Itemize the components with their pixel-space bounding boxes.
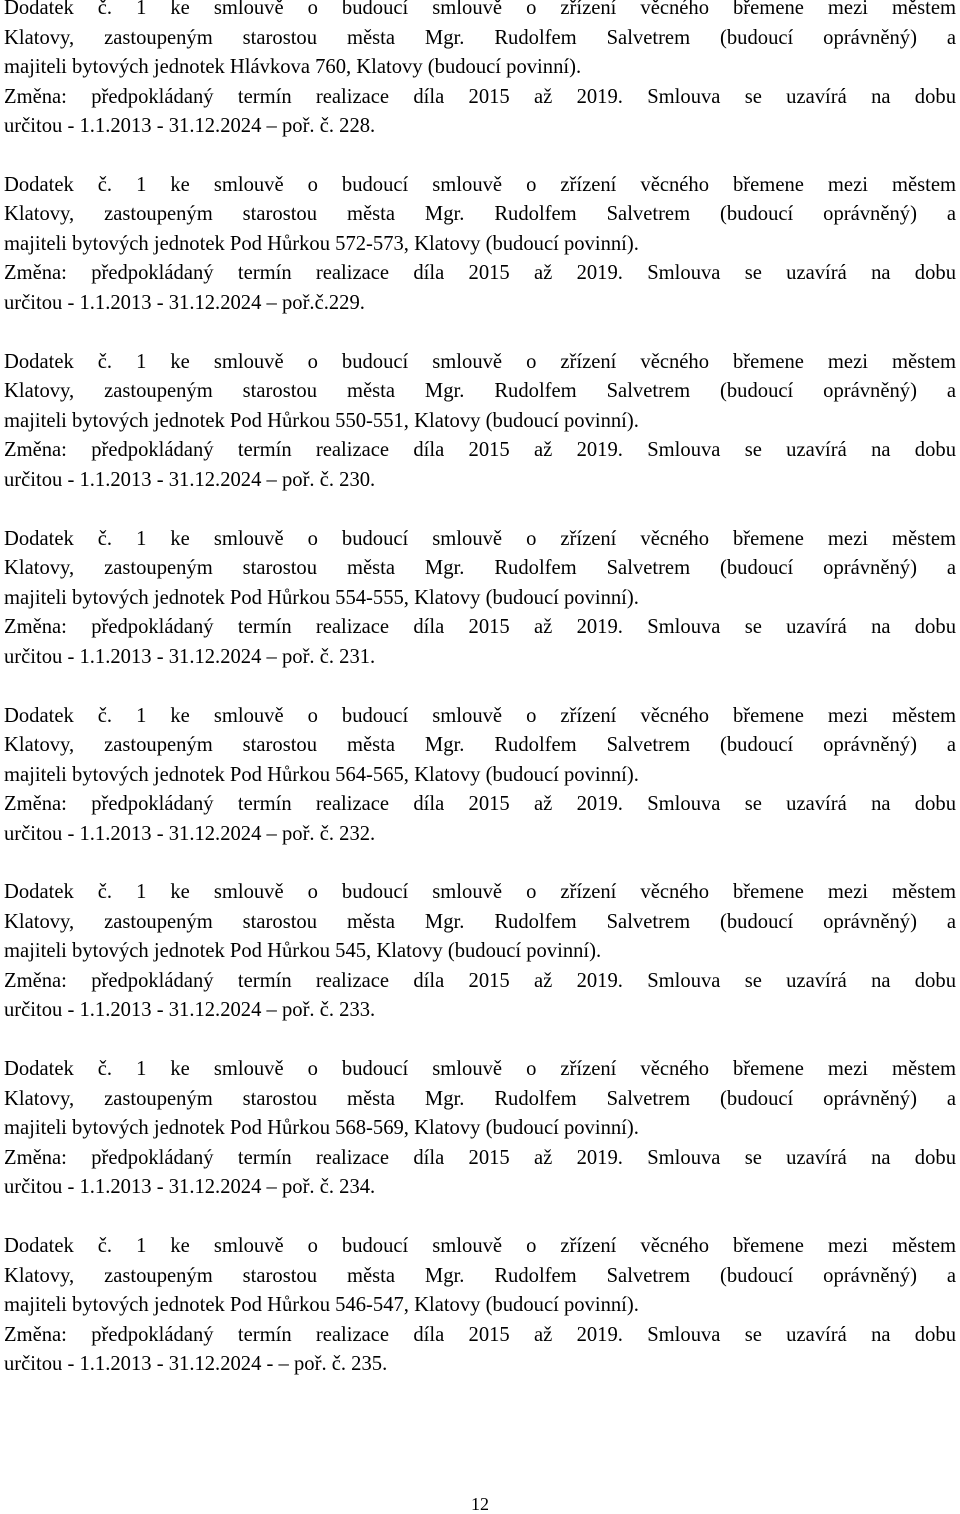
addendum-entry <box>4 525 956 673</box>
addendum-change-line: Změna: předpokládaný termín realizace díla 2015 až 2019. Smlouva se uzavírá na dobu <box>4 1146 956 1169</box>
addendum-term-line: určitou - 1.1.2013 - 31.12.2024 – poř. č. 231. <box>4 645 376 668</box>
addendum-entry <box>4 1232 956 1380</box>
addendum-change-line: Změna: předpokládaný termín realizace díla 2015 až 2019. Smlouva se uzavírá na dobu <box>4 793 956 816</box>
addendum-heading-line: Dodatek č. 1 ke smlouvě o budoucí smlouvě o zřízení věcného břemene mezi městem <box>4 0 956 19</box>
addendum-parties-line: Klatovy, zastoupeným starostou města Mgr. Rudolfem Salvetrem (budoucí oprávněný) a <box>4 380 956 403</box>
addendum-heading-line: Dodatek č. 1 ke smlouvě o budoucí smlouvě o zřízení věcného břemene mezi městem <box>4 527 956 550</box>
addendum-term-line: určitou - 1.1.2013 - 31.12.2024 – poř. č. 233. <box>4 999 376 1022</box>
addendum-entry <box>4 171 956 319</box>
addendum-parties-line: Klatovy, zastoupeným starostou města Mgr. Rudolfem Salvetrem (budoucí oprávněný) a <box>4 26 956 49</box>
addendum-entry <box>4 702 956 850</box>
page-number: 12 <box>471 1494 489 1514</box>
addendum-entry <box>4 0 956 142</box>
addendum-term-line: určitou - 1.1.2013 - 31.12.2024 – poř. č. 228. <box>4 115 376 137</box>
addendum-owners-line: majiteli bytových jednotek Pod Hůrkou 546-547, Klatovy (budoucí povinní). <box>4 1294 639 1317</box>
addendum-change-line: Změna: předpokládaný termín realizace díla 2015 až 2019. Smlouva se uzavírá na dobu <box>4 1323 956 1346</box>
addendum-change-line: Změna: předpokládaný termín realizace díla 2015 až 2019. Smlouva se uzavírá na dobu <box>4 85 956 108</box>
addendum-owners-line: majiteli bytových jednotek Pod Hůrkou 554-555, Klatovy (budoucí povinní). <box>4 586 639 609</box>
addendum-owners-line: majiteli bytových jednotek Hlávkova 760, Klatovy (budoucí povinní). <box>4 56 582 78</box>
addendum-owners-line: majiteli bytových jednotek Pod Hůrkou 564-565, Klatovy (budoucí povinní). <box>4 763 639 786</box>
addendum-entry <box>4 348 956 496</box>
addendum-term-line: určitou - 1.1.2013 - 31.12.2024 – poř.č.229. <box>4 291 365 314</box>
addendum-term-line: určitou - 1.1.2013 - 31.12.2024 – poř. č. 232. <box>4 822 376 845</box>
addendum-change-line: Změna: předpokládaný termín realizace díla 2015 až 2019. Smlouva se uzavírá na dobu <box>4 616 956 639</box>
addendum-change-line: Změna: předpokládaný termín realizace díla 2015 až 2019. Smlouva se uzavírá na dobu <box>4 969 956 992</box>
addendum-parties-line: Klatovy, zastoupeným starostou města Mgr. Rudolfem Salvetrem (budoucí oprávněný) a <box>4 203 956 226</box>
document-page <box>4 0 956 1409</box>
addendum-heading-line: Dodatek č. 1 ke smlouvě o budoucí smlouvě o zřízení věcného břemene mezi městem <box>4 1058 956 1081</box>
addendum-term-line: určitou - 1.1.2013 - 31.12.2024 - – poř. č. 235. <box>4 1353 388 1376</box>
addendum-entry <box>4 1055 956 1203</box>
addendum-heading-line: Dodatek č. 1 ke smlouvě o budoucí smlouvě o zřízení věcného břemene mezi městem <box>4 881 956 904</box>
addendum-term-line: určitou - 1.1.2013 - 31.12.2024 – poř. č. 234. <box>4 1176 376 1199</box>
addendum-parties-line: Klatovy, zastoupeným starostou města Mgr. Rudolfem Salvetrem (budoucí oprávněný) a <box>4 910 956 933</box>
addendum-heading-line: Dodatek č. 1 ke smlouvě o budoucí smlouvě o zřízení věcného břemene mezi městem <box>4 350 956 373</box>
addendum-heading-line: Dodatek č. 1 ke smlouvě o budoucí smlouvě o zřízení věcného břemene mezi městem <box>4 173 956 196</box>
addendum-change-line: Změna: předpokládaný termín realizace díla 2015 až 2019. Smlouva se uzavírá na dobu <box>4 262 956 285</box>
addendum-owners-line: majiteli bytových jednotek Pod Hůrkou 568-569, Klatovy (budoucí povinní). <box>4 1117 639 1140</box>
addendum-parties-line: Klatovy, zastoupeným starostou města Mgr. Rudolfem Salvetrem (budoucí oprávněný) a <box>4 734 956 757</box>
addendum-heading-line: Dodatek č. 1 ke smlouvě o budoucí smlouvě o zřízení věcného břemene mezi městem <box>4 704 956 727</box>
addendum-parties-line: Klatovy, zastoupeným starostou města Mgr. Rudolfem Salvetrem (budoucí oprávněný) a <box>4 1087 956 1110</box>
addendum-heading-line: Dodatek č. 1 ke smlouvě o budoucí smlouvě o zřízení věcného břemene mezi městem <box>4 1235 956 1258</box>
addendum-change-line: Změna: předpokládaný termín realizace díla 2015 až 2019. Smlouva se uzavírá na dobu <box>4 439 956 462</box>
addendum-owners-line: majiteli bytových jednotek Pod Hůrkou 545, Klatovy (budoucí povinní). <box>4 940 602 963</box>
addendum-owners-line: majiteli bytových jednotek Pod Hůrkou 550-551, Klatovy (budoucí povinní). <box>4 409 639 432</box>
addendum-entry <box>4 878 956 1026</box>
addendum-term-line: určitou - 1.1.2013 - 31.12.2024 – poř. č. 230. <box>4 468 376 491</box>
addendum-owners-line: majiteli bytových jednotek Pod Hůrkou 572-573, Klatovy (budoucí povinní). <box>4 232 639 255</box>
addendum-parties-line: Klatovy, zastoupeným starostou města Mgr. Rudolfem Salvetrem (budoucí oprávněný) a <box>4 557 956 580</box>
addendum-parties-line: Klatovy, zastoupeným starostou města Mgr. Rudolfem Salvetrem (budoucí oprávněný) a <box>4 1264 956 1287</box>
